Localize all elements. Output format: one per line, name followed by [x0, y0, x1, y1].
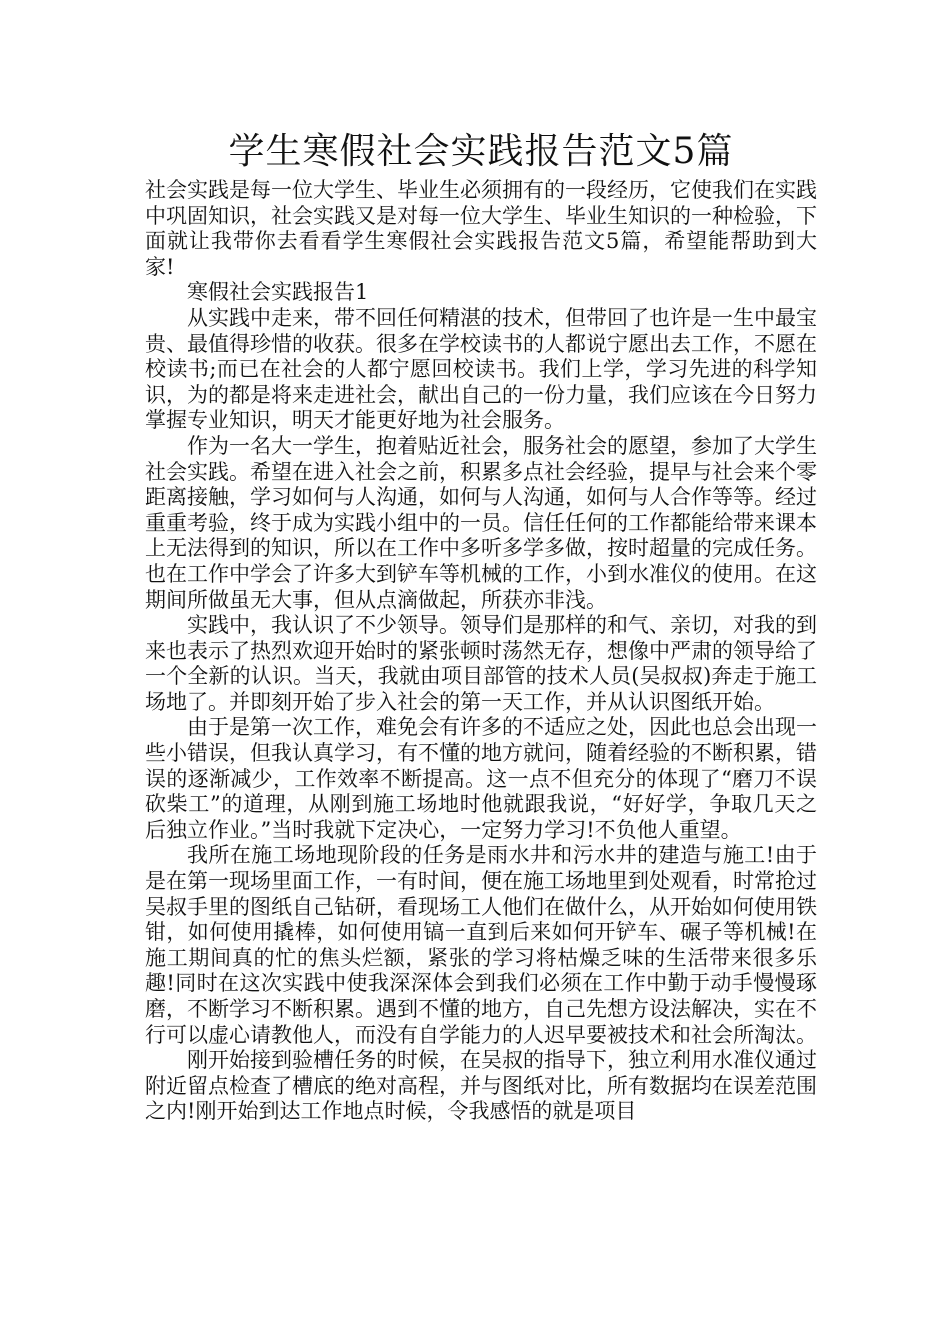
intro-paragraph: 社会实践是每一位大学生、毕业生必须拥有的一段经历，它使我们在实践中巩固知识，社会实践又是对每一位大学生、毕业生知识的一种检验，下面就让我带你去看看学生寒假社会实践报告范文5篇，希望能帮助到大家!	[145, 178, 817, 279]
document-title: 学生寒假社会实践报告范文5篇	[228, 131, 734, 172]
body-paragraph-3: 实践中，我认识了不少领导。领导们是那样的和气、亲切，对我的到来也表示了热烈欢迎开始时的紧张顿时荡然无存，想像中严肃的领导给了一个全新的认识。当天，我就由项目部管的技术人员(吴叔叔)奔走于施工场地了。并即刻开始了步入社会的第一天工作，并从认识图纸开始。	[145, 613, 817, 714]
body-paragraph-2: 作为一名大一学生，抱着贴近社会，服务社会的愿望，参加了大学生社会实践。希望在进入社会之前，积累多点社会经验，提早与社会来个零距离接触，学习如何与人沟通，如何与人沟通，如何与人合作等等。经过重重考验，终于成为实践小组中的一员。信任任何的工作都能给带来课本上无法得到的知识，所以在工作中多听多学多做，按时超量的完成任务。也在工作中学会了许多大到铲车等机械的工作，小到水准仪的使用。在这期间所做虽无大事，但从点滴做起，所获亦非浅。	[145, 433, 817, 612]
section-heading: 寒假社会实践报告1	[187, 280, 369, 305]
body-paragraph-4: 由于是第一次工作，难免会有许多的不适应之处，因此也总会出现一些小错误，但我认真学习，有不懂的地方就问，随着经验的不断积累，错误的逐渐减少，工作效率不断提高。这一点不但充分的体现了“磨刀不误砍柴工”的道理，从刚到施工场地时他就跟我说，“好好学，争取几天之后独立作业。”当时我就下定决心，一定努力学习!不负他人重望。	[145, 715, 817, 842]
body-paragraph-6: 刚开始接到验槽任务的时候，在吴叔的指导下，独立利用水准仪通过附近留点检查了槽底的绝对高程，并与图纸对比，所有数据均在误差范围之内!刚开始到达工作地点时候，令我感悟的就是项目	[145, 1048, 817, 1124]
body-paragraph-5: 我所在施工场地现阶段的任务是雨水井和污水井的建造与施工!由于是在第一现场里面工作，一有时间，便在施工场地里到处观看，时常抢过吴叔手里的图纸自己钻研，看现场工人他们在做什么，从开始如何使用铁钳，如何使用撬棒，如何使用镐一直到后来如何开铲车、碾子等机械!在施工期间真的忙的焦头烂额，紧张的学习将枯燥乏味的生活带来很多乐趣!同时在这次实践中使我深深体会到我们必须在工作中勤于动手慢慢琢磨，不断学习不断积累。遇到不懂的地方，自己先想方设法解决，实在不行可以虚心请教他人，而没有自学能力的人迟早要被技术和社会所淘汰。	[145, 843, 817, 1047]
body-paragraph-1: 从实践中走来，带不回任何精湛的技术，但带回了也许是一生中最宝贵、最值得珍惜的收获。很多在学校读书的人都说宁愿出去工作，不愿在校读书;而已在社会的人都宁愿回校读书。我们上学，学习先进的科学知识，为的都是将来走进社会，献出自己的一份力量，我们应该在今日努力掌握专业知识，明天才能更好地为社会服务。	[145, 305, 817, 433]
document-page	[145, 128, 817, 1125]
